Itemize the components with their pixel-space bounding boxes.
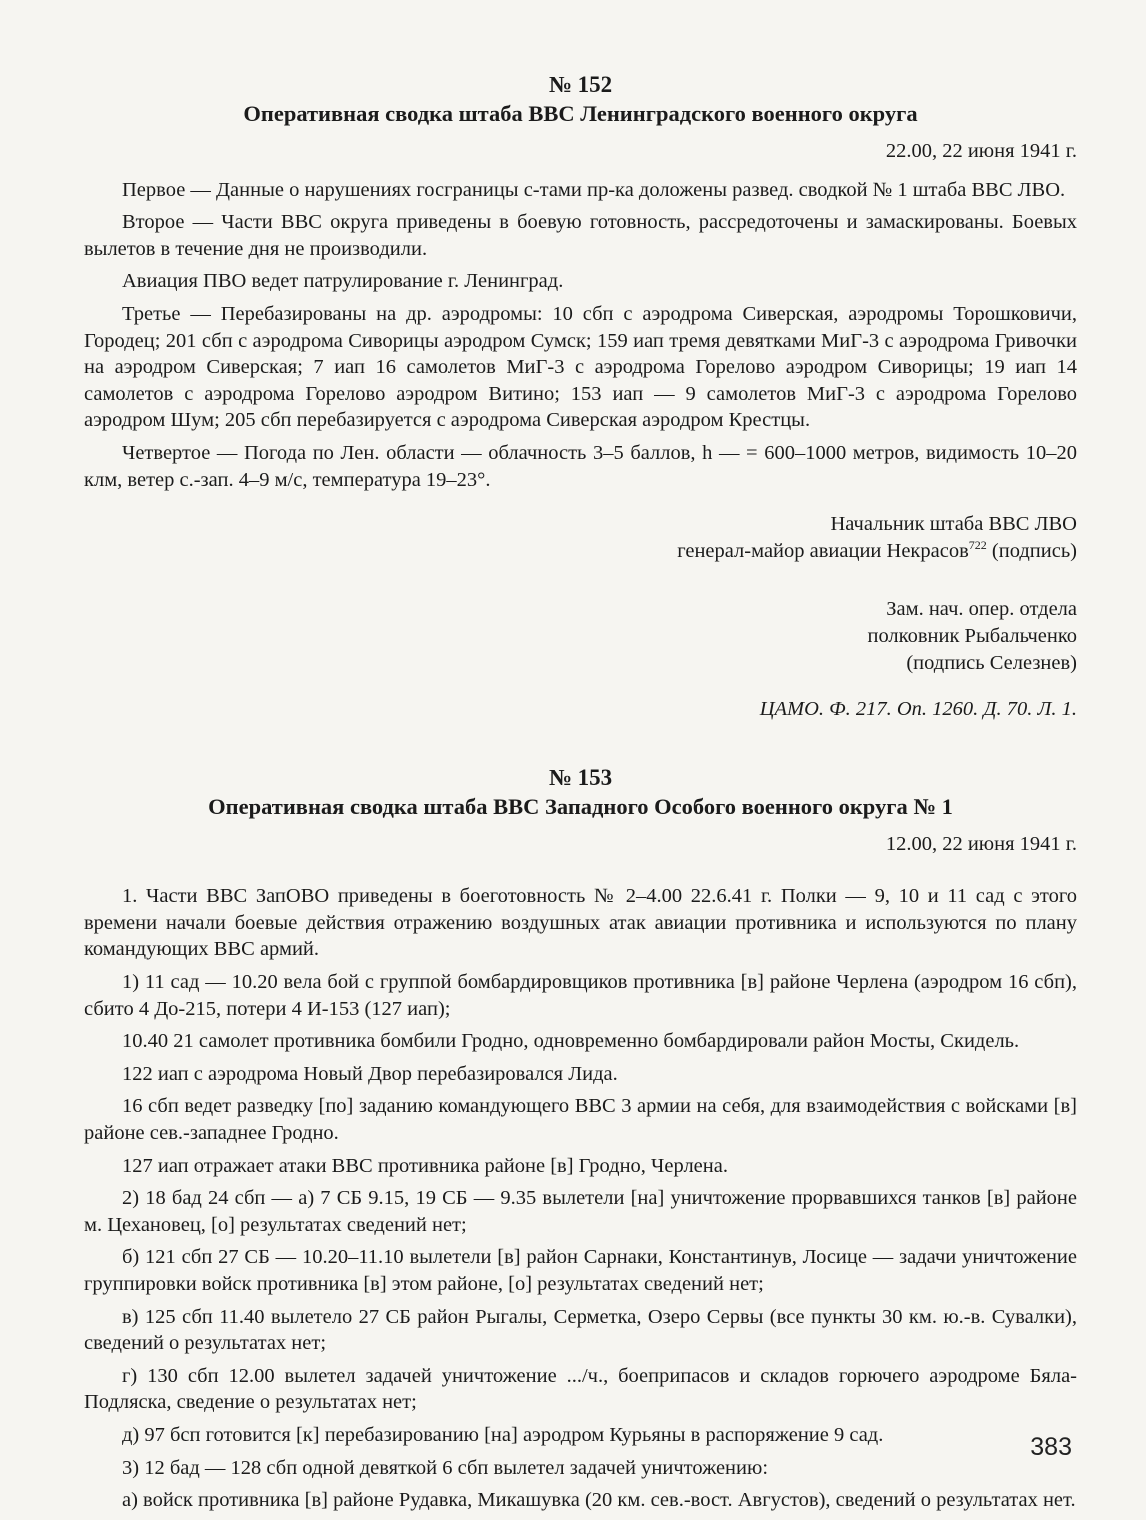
paragraph: 10.40 21 самолет противника бомбили Гродно, одновременно бомбардировали район Мосты, Скидель. — [122, 1030, 1020, 1053]
paragraph: Первое — Данные о нарушениях госграницы с-тами пр-ка доложены развед. сводкой № 1 штаба ВВС ЛВО. — [122, 178, 1066, 201]
signature-name-text: генерал-майор авиации Некрасов — [677, 539, 969, 562]
document-date: 12.00, 22 июня 1941 г. — [885, 832, 1077, 855]
paragraph: 16 сбп ведет разведку [по] заданию командующего ВВС 3 армии на себя, для взаимодействия с войсками [в] районе сев.-западнее Гродно. — [84, 1095, 1077, 1145]
paragraph: 3) 12 бад — 128 сбп одной девяткой 6 сбп вылетел задачей уничтожению: — [122, 1456, 769, 1479]
paragraph: Третье — Перебазированы на др. аэродромы: 10 сбп с аэродрома Сиверская, аэродромы Торошковичи, Городец; 201 сбп с аэродрома Сиворицы аэродром Сумск; 159 иап тремя девятками МиГ-3 с аэродрома Гривочки на аэродром Сиверская; 7 иап 16 самолетов МиГ-3 с аэродрома Горелово аэродром Сиворицы; 19 иап 14 самолетов с аэродрома Горелово аэродром Витино; 153 иап — 9 самолетов МиГ-3 с аэродрома Горелово аэродром Шум; 205 сбп перебазируется с аэродрома Сиверская аэродром Крестцы. — [84, 302, 1077, 432]
paragraph: 2) 18 бад 24 сбп — а) 7 СБ 9.15, 19 СБ — 9.35 вылетели [на] уничтожение прорвавшихся танков [в] районе м. Цехановец, [о] результатах сведений нет; — [84, 1187, 1077, 1236]
signature-title: Начальник штаба ВВС ЛВО — [830, 513, 1077, 536]
document-page — [84, 70, 1077, 1520]
document-153 — [84, 763, 1077, 1514]
document-title: Оперативная сводка штаба ВВС Западного Особого военного округа № 1 — [208, 793, 953, 819]
paragraph: Авиация ПВО ведет патрулирование г. Ленинград. — [122, 270, 564, 293]
document-title: Оперативная сводка штаба ВВС Ленинградского военного округа — [243, 101, 918, 126]
signature-name — [84, 538, 1077, 565]
signature-name: полковник Рыбальченко — [867, 624, 1077, 647]
signature-note: (подпись Селезнев) — [906, 651, 1077, 674]
paragraph: а) войск противника [в] районе Рудавка, Микашувка (20 км. сев.-вост. Августов), сведений о результатах нет. — [122, 1489, 1076, 1512]
signature-block-chief-of-staff — [84, 511, 1077, 564]
document-number: № 152 — [548, 72, 613, 97]
paragraph: г) 130 сбп 12.00 вылетел задачей уничтожение .../ч., боеприпасов и складов горючего аэродроме Бяла-Подляска, сведение о результатах нет; — [84, 1364, 1077, 1414]
footnote-marker: 722 — [968, 537, 987, 552]
signature-note: (подпись) — [986, 539, 1077, 562]
page-number: 383 — [1030, 1433, 1072, 1461]
paragraph: 1. Части ВВС ЗапОВО приведены в боеготовность № 2–4.00 22.6.41 г. Полки — 9, 10 и 11 сад с этого времени начали боевые действия отражению воздушных атак авиации противника и используются по плану командующих ВВС армий. — [84, 885, 1077, 961]
paragraph: 127 иап отражает атаки ВВС противника районе [в] Гродно, Черлена. — [122, 1154, 728, 1177]
paragraph: Второе — Части ВВС округа приведены в боевую готовность, рассредоточены и замаскированы. Боевых вылетов в течение дня не производили. — [84, 211, 1077, 260]
archive-reference: ЦАМО. Ф. 217. Оп. 1260. Д. 70. Л. 1. — [759, 698, 1077, 721]
paragraph: б) 121 сбп 27 СБ — 10.20–11.10 вылетели [в] район Сарнаки, Константинув, Лосице — задачи уничтожение группировки войск противника [в] этом районе, [о] результатах сведений нет; — [84, 1246, 1077, 1295]
document-date: 22.00, 22 июня 1941 г. — [885, 140, 1077, 162]
signature-block-deputy — [84, 596, 1077, 676]
paragraph: Четвертое — Погода по Лен. области — облачность 3–5 баллов, h — = 600–1000 метров, видимость 10–20 клм, ветер с.-зап. 4–9 м/с, температура 19–23°. — [84, 441, 1077, 491]
paragraph: д) 97 бсп готовится [к] перебазированию [на] аэродром Курьяны в распоряжение 9 сад. — [122, 1423, 884, 1446]
signature-title: Зам. нач. опер. отдела — [886, 598, 1077, 621]
paragraph: в) 125 сбп 11.40 вылетело 27 СБ район Рыгалы, Серметка, Озеро Сервы (все пункты 30 км. ю.-в. Сувалки), сведений о результатах нет; — [84, 1305, 1077, 1355]
document-152 — [84, 70, 1077, 723]
paragraph: 1) 11 сад — 10.20 вела бой с группой бомбардировщиков противника [в] районе Черлена (аэродром 16 сбп), сбито 4 До-215, потери 4 И-153 (127 иап); — [84, 971, 1077, 1020]
document-number: № 153 — [548, 764, 613, 790]
paragraph: 122 иап с аэродрома Новый Двор перебазировался Лида. — [122, 1062, 618, 1085]
